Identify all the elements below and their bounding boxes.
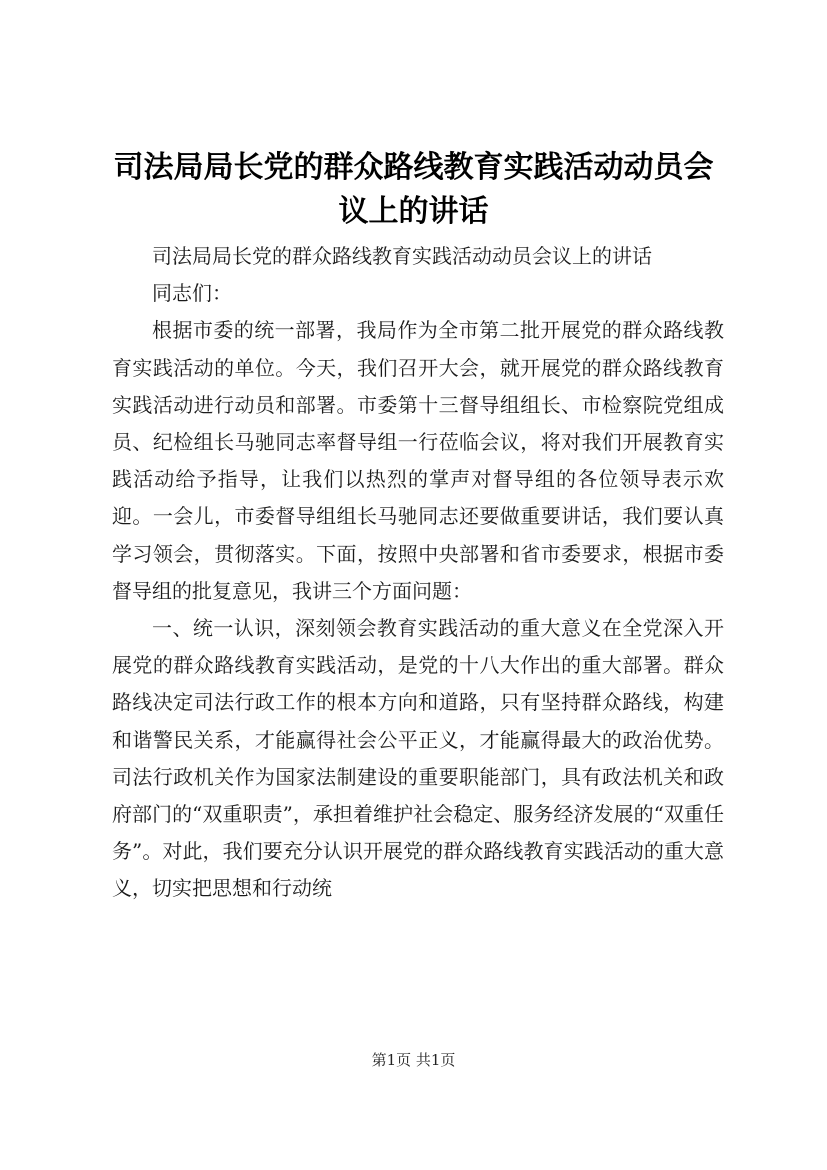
body-paragraph: 一、统一认识，深刻领会教育实践活动的重大意义在全党深入开展党的群众路线教育实践活动，是党的十八大作出的重大部署。群众路线决定司法行政工作的根本方向和道路，只有坚持群众路线，构建和谐警民关系，才能赢得社会公平正义，才能赢得最大的政治优势。司法行政机关作为国家法制建设的重要职能部门，具有政法机关和政府部门的“双重职责”，承担着维护社会稳定、服务经济发展的“双重任务”。对此，我们要充分认识开展党的群众路线教育实践活动的重大意义，切实把思想和行动统 — [112, 616, 724, 901]
document-title — [100, 146, 727, 234]
page-number-footer: 第1页 共1页 — [371, 1051, 456, 1069]
document-title-line-1: 司法局局长党的群众路线教育实践活动动员会 — [113, 150, 714, 185]
document-title-line-2: 议上的讲话 — [338, 194, 489, 229]
subtitle-paragraph: 司法局局长党的群众路线教育实践活动动员会议上的讲话 — [152, 244, 652, 268]
body-paragraph: 根据市委的统一部署，我局作为全市第二批开展党的群众路线教育实践活动的单位。今天，我们召开大会，就开展党的群众路线教育实践活动进行动员和部署。市委第十三督导组组长、市检察院党组成员、纪检组长马驰同志率督导组一行莅临会议，将对我们开展教育实践活动给予指导，让我们以热烈的掌声对督导组的各位领导表示欢迎。一会儿，市委督导组组长马驰同志还要做重要讲话，我们要认真学习领会，贯彻落实。下面，按照中央部署和省市委要求，根据市委督导组的批复意见，我讲三个方面问题： — [112, 318, 724, 603]
salutation-paragraph: 同志们： — [152, 281, 232, 306]
document-body — [112, 238, 724, 908]
